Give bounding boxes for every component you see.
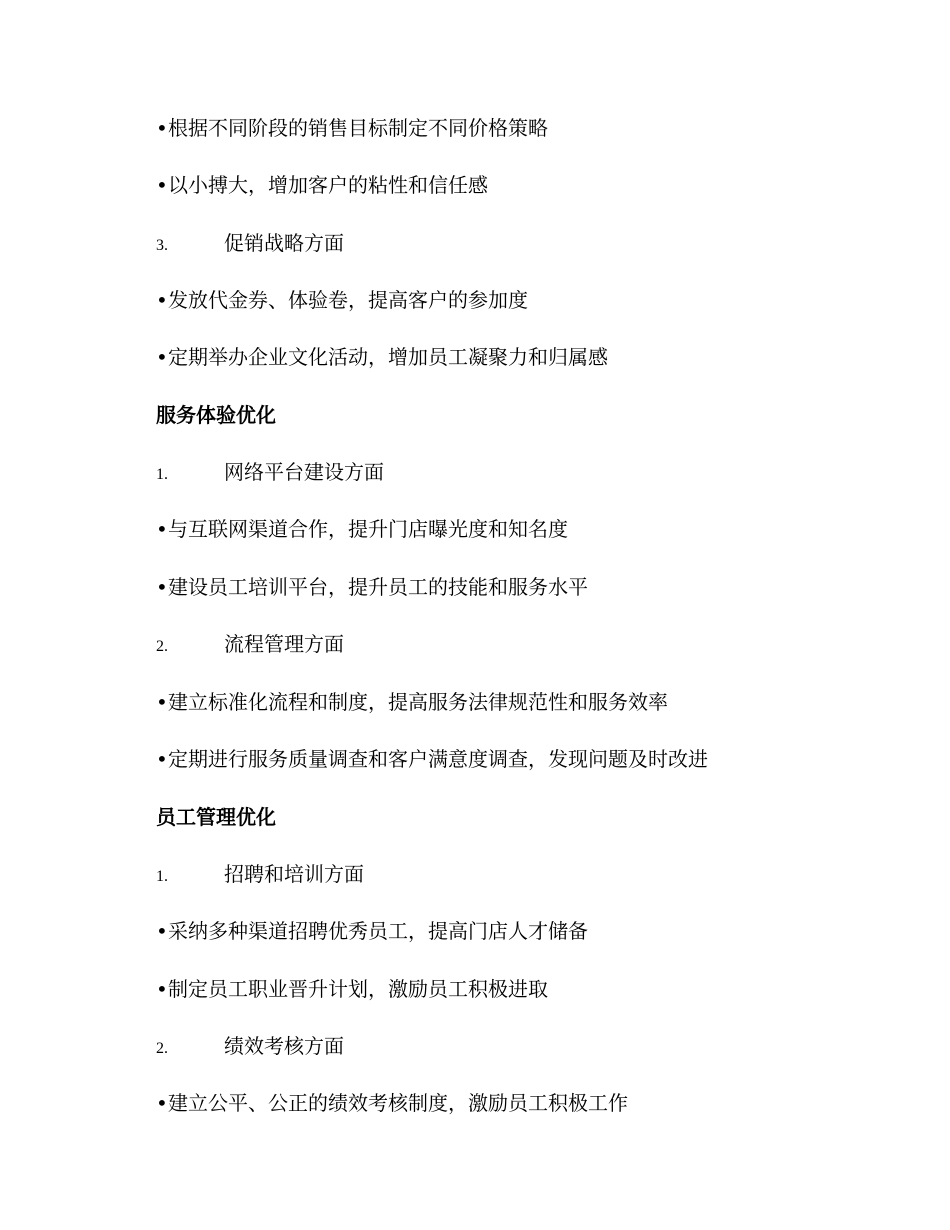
item-number: 2. xyxy=(156,1040,168,1057)
bullet-item xyxy=(156,1089,628,1117)
bullet-icon: • xyxy=(156,690,168,714)
bullet-text: 采纳多种渠道招聘优秀员工，提高门店人才储备 xyxy=(168,919,588,943)
bullet-text: 定期举办企业文化活动，增加员工凝聚力和归属感 xyxy=(168,345,608,369)
bullet-text: 发放代金券、体验卷，提高客户的参加度 xyxy=(168,288,528,312)
bullet-item xyxy=(156,343,608,371)
bullet-item xyxy=(156,171,488,199)
bullet-item xyxy=(156,975,548,1003)
numbered-item xyxy=(156,229,344,257)
bullet-text: 制定员工职业晋升计划，激励员工积极进取 xyxy=(168,977,548,1001)
bullet-item xyxy=(156,688,668,716)
bullet-text: 建设员工培训平台，提升员工的技能和服务水平 xyxy=(168,575,588,599)
numbered-text: 促销战略方面 xyxy=(224,231,344,255)
bullet-icon: • xyxy=(156,345,168,369)
bullet-text: 定期进行服务质量调查和客户满意度调查，发现问题及时改进 xyxy=(168,747,708,771)
item-number: 1. xyxy=(156,466,168,483)
bullet-text: 以小搏大，增加客户的粘性和信任感 xyxy=(168,173,488,197)
numbered-item xyxy=(156,630,344,658)
numbered-item xyxy=(156,458,384,486)
bullet-item xyxy=(156,917,588,945)
bullet-text: 根据不同阶段的销售目标制定不同价格策略 xyxy=(168,116,548,140)
bullet-icon: • xyxy=(156,1091,168,1115)
bullet-icon: • xyxy=(156,288,168,312)
numbered-text: 招聘和培训方面 xyxy=(224,862,364,886)
bullet-item xyxy=(156,515,568,543)
bullet-item xyxy=(156,286,528,314)
bullet-icon: • xyxy=(156,747,168,771)
bullet-icon: • xyxy=(156,517,168,541)
bullet-item xyxy=(156,573,588,601)
bullet-item xyxy=(156,114,548,142)
numbered-item xyxy=(156,860,364,888)
bullet-icon: • xyxy=(156,977,168,1001)
bullet-item xyxy=(156,745,708,773)
numbered-text: 网络平台建设方面 xyxy=(224,460,384,484)
bullet-text: 建立公平、公正的绩效考核制度，激励员工积极工作 xyxy=(168,1091,628,1115)
numbered-text: 绩效考核方面 xyxy=(224,1034,344,1058)
item-number: 1. xyxy=(156,868,168,885)
bullet-text: 与互联网渠道合作，提升门店曝光度和知名度 xyxy=(168,517,568,541)
bullet-icon: • xyxy=(156,919,168,943)
bullet-text: 建立标准化流程和制度，提高服务法律规范性和服务效率 xyxy=(168,690,668,714)
numbered-text: 流程管理方面 xyxy=(224,632,344,656)
numbered-item xyxy=(156,1032,344,1060)
bullet-icon: • xyxy=(156,116,168,140)
bullet-icon: • xyxy=(156,173,168,197)
bullet-icon: • xyxy=(156,575,168,599)
section-heading: 员工管理优化 xyxy=(156,805,276,829)
item-number: 3. xyxy=(156,237,168,254)
section-heading: 服务体验优化 xyxy=(156,403,276,427)
item-number: 2. xyxy=(156,638,168,655)
